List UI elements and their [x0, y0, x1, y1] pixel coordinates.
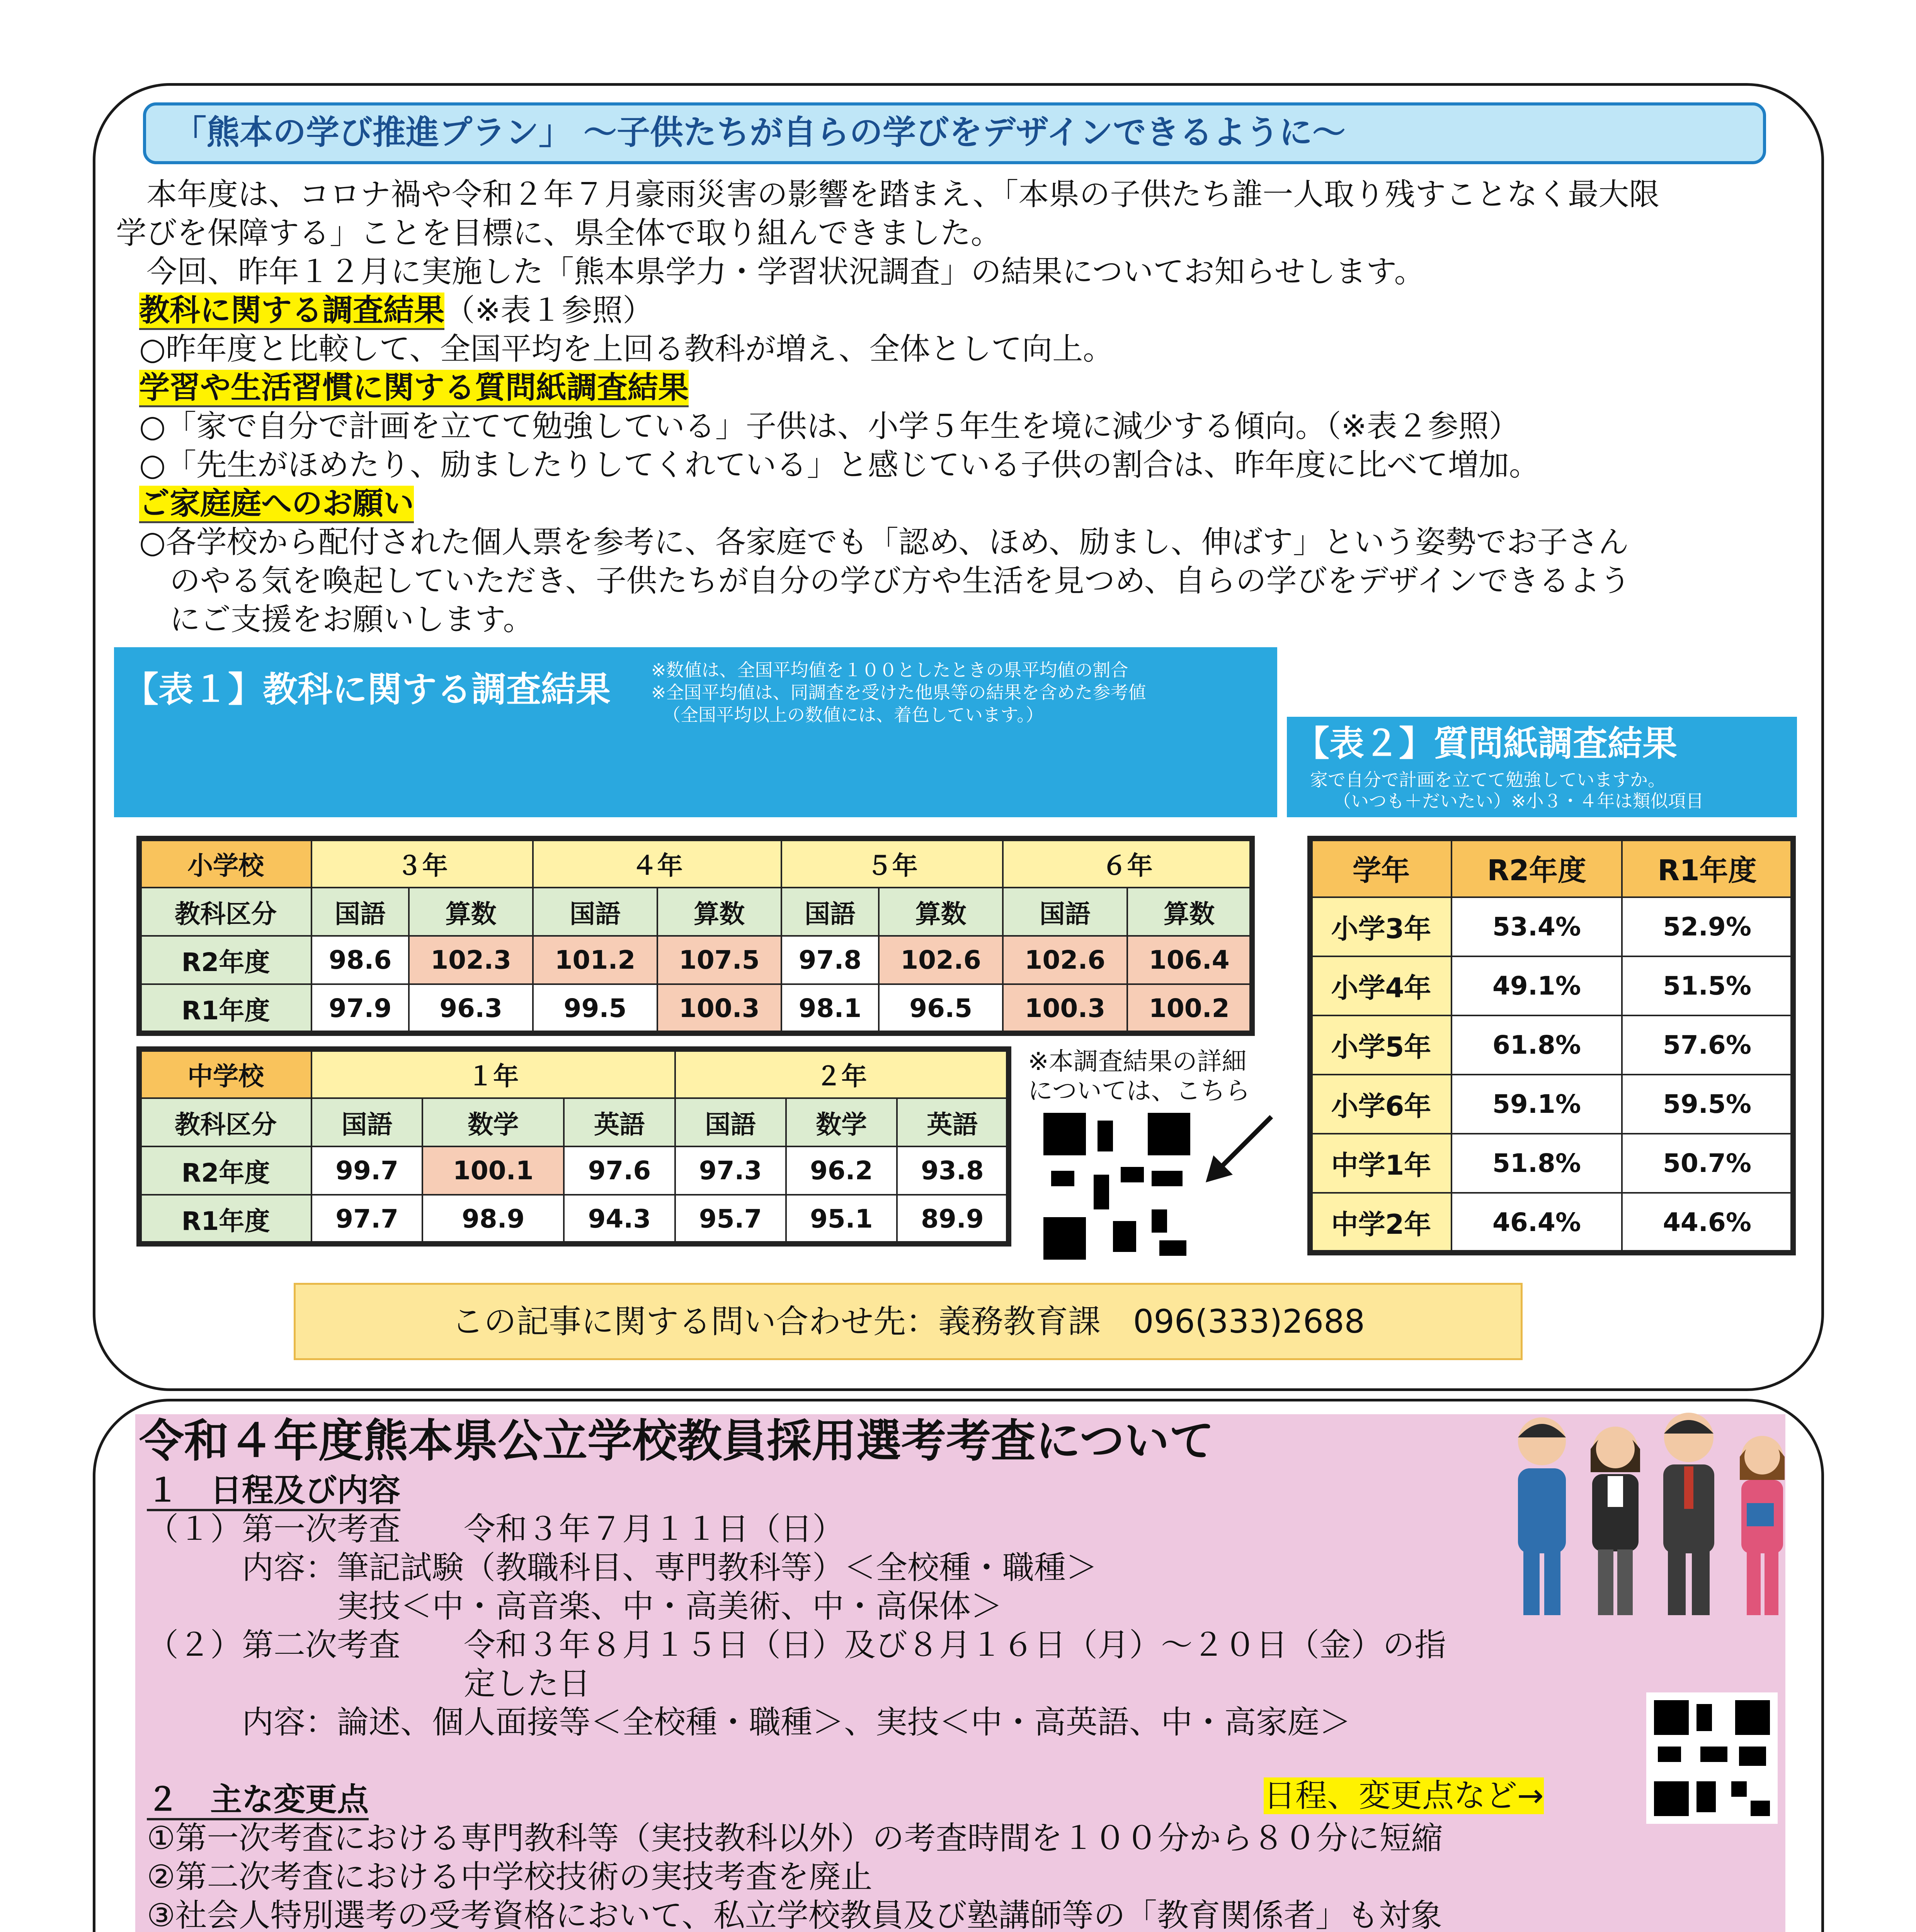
- subject: 国語: [675, 1098, 786, 1146]
- table2-title: 【表２】質問紙調査結果: [1295, 723, 1677, 764]
- score-cell: 93.8: [897, 1146, 1008, 1195]
- table1-note-2: ※全国平均値は、同調査を受けた他県等の結果を含めた参考値: [651, 682, 1146, 703]
- score-cell: 98.9: [422, 1195, 564, 1243]
- article2-title: 令和４年度熊本県公立学校教員採用選考考査について: [139, 1415, 1214, 1467]
- score-cell: 106.4: [1127, 936, 1251, 984]
- t2-value: 46.4%: [1451, 1193, 1622, 1252]
- t2-grade: 小学6年: [1311, 1075, 1451, 1134]
- subject: 国語: [311, 1098, 422, 1146]
- s1-qr-label: [1264, 1777, 1544, 1815]
- t2-value: 59.5%: [1622, 1075, 1792, 1134]
- sec2-line-2: ○「先生がほめたり、励ましたりしてくれている」と感じている子供の割合は、昨年度に比べて増加。: [139, 447, 1540, 483]
- score-cell: 96.2: [786, 1146, 897, 1195]
- row-label: R2年度: [140, 936, 311, 984]
- table2-note-1: 家で自分で計画を立てて勉強していますか。: [1310, 769, 1666, 790]
- qr1-caption-2: については、こちら: [1028, 1077, 1250, 1105]
- score-cell: 97.7: [311, 1195, 422, 1243]
- score-cell: 95.1: [786, 1195, 897, 1243]
- qr-code-2[interactable]: [1646, 1692, 1778, 1824]
- table1-note-3: （全国平均以上の数値には、着色しています。）: [663, 704, 1044, 725]
- elem-grade: ５年: [781, 839, 1003, 888]
- s1-title-text: １ 日程及び内容: [147, 1472, 400, 1511]
- score-cell: 94.3: [564, 1195, 675, 1243]
- subject: 算数: [879, 888, 1003, 936]
- s1-line-5: 定した日: [147, 1665, 591, 1702]
- elem-grade: ３年: [311, 839, 533, 888]
- article1-intro-1: 本年度は、コロナ禍や令和２年７月豪雨災害の影響を踏まえ、「本県の子供たち誰一人取り残すことなく最大限: [116, 177, 1660, 212]
- elem-label: 小学校: [140, 839, 311, 888]
- score-cell: 100.2: [1127, 984, 1251, 1032]
- table2-note-2: （いつも＋だいたい）※小３・４年は類似項目: [1333, 791, 1704, 811]
- t2-header: R2年度: [1451, 839, 1622, 897]
- s1-qr-label-text: 日程、変更点など→: [1264, 1777, 1544, 1814]
- subject: 英語: [897, 1098, 1008, 1146]
- score-cell: 102.6: [879, 936, 1003, 984]
- article1-contact: この記事に関する問い合わせ先：義務教育課 096(333)2688: [294, 1283, 1523, 1360]
- sec3-heading: [139, 485, 414, 522]
- t2-grade: 中学2年: [1311, 1193, 1451, 1252]
- jh-grade: ２年: [675, 1050, 1008, 1098]
- t2-value: 52.9%: [1622, 897, 1792, 956]
- s1-line-3: 実技＜中・高音楽、中・高美術、中・高保体＞: [147, 1588, 1003, 1625]
- table2-header: [1287, 717, 1797, 817]
- article1-intro-2: 学びを保障する」ことを目標に、県全体で取り組んできました。: [116, 215, 1001, 251]
- teachers-illustration: [1499, 1406, 1801, 1623]
- score-cell: 97.3: [675, 1146, 786, 1195]
- arrow-down-left-icon: [1202, 1113, 1279, 1186]
- sec1-note: （※表１参照）: [444, 293, 653, 328]
- qr-code-1[interactable]: [1043, 1113, 1190, 1260]
- row-label: R1年度: [140, 1195, 311, 1243]
- t2-grade: 小学5年: [1311, 1015, 1451, 1075]
- t2-header: R1年度: [1622, 839, 1792, 897]
- t2-header: 学年: [1311, 839, 1451, 897]
- elem-grade: ４年: [533, 839, 781, 888]
- subject: 国語: [533, 888, 657, 936]
- sec3-line-1: ○各学校から配付された個人票を参考に、各家庭でも「認め、ほめ、励まし、伸ばす」という姿勢でお子さん: [139, 524, 1629, 560]
- t2-value: 59.1%: [1451, 1075, 1622, 1134]
- subject: 算数: [657, 888, 781, 936]
- s2-line-3: ③社会人特別選考の受考資格において、私立学校教員及び塾講師等の「教育関係者」も対象: [147, 1897, 1442, 1932]
- score-cell: 89.9: [897, 1195, 1008, 1243]
- s2-line-2: ②第二次考査における中学校技術の実技考査を廃止: [147, 1859, 873, 1895]
- jh-grade: １年: [311, 1050, 675, 1098]
- subject: 数学: [786, 1098, 897, 1146]
- table2: [1310, 838, 1793, 1253]
- sec2-line-1: ○「家で自分で計画を立てて勉強している」子供は、小学５年生を境に減少する傾向。（※表２参照）: [139, 408, 1520, 444]
- qr1-caption-1: ※本調査結果の詳細: [1028, 1048, 1247, 1076]
- score-cell: 96.3: [409, 984, 533, 1032]
- table1-elementary: [139, 838, 1252, 1033]
- sec3-line-3: にご支援をお願いします。: [139, 602, 534, 637]
- t2-grade: 中学1年: [1311, 1134, 1451, 1193]
- row-label: R1年度: [140, 984, 311, 1032]
- subject: 国語: [781, 888, 879, 936]
- score-cell: 97.6: [564, 1146, 675, 1195]
- s2-title: [147, 1781, 369, 1818]
- s1-title: [147, 1472, 400, 1509]
- table1-header: [114, 647, 1277, 817]
- t2-grade: 小学4年: [1311, 956, 1451, 1015]
- sec1-heading: [139, 292, 653, 329]
- sec3-title: ご家庭庭へのお願い: [139, 486, 414, 523]
- table1-title: 【表１】教科に関する調査結果: [124, 669, 611, 710]
- t2-value: 51.8%: [1451, 1134, 1622, 1193]
- score-cell: 100.3: [657, 984, 781, 1032]
- score-cell: 107.5: [657, 936, 781, 984]
- t2-value: 44.6%: [1622, 1193, 1792, 1252]
- subject-label: 教科区分: [140, 888, 311, 936]
- t2-value: 53.4%: [1451, 897, 1622, 956]
- article1-banner: 「熊本の学び推進プラン」 〜子供たちが自らの学びをデザインできるように〜: [143, 102, 1766, 164]
- s1-line-4: （２）第二次考査 令和３年８月１５日（日）及び８月１６日（月）〜２０日（金）の指: [147, 1627, 1446, 1663]
- article1-intro-3: 今回、昨年１２月に実施した「熊本県学力・学習状況調査」の結果についてお知らせします。: [116, 254, 1425, 289]
- sec1-title: 教科に関する調査結果: [139, 293, 444, 330]
- score-cell: 98.1: [781, 984, 879, 1032]
- score-cell: 99.5: [533, 984, 657, 1032]
- subject: 英語: [564, 1098, 675, 1146]
- sec3-line-2: のやる気を喚起していただき、子供たちが自分の学び方や生活を見つめ、自らの学びをデザインできるよう: [139, 563, 1631, 599]
- subject: 国語: [1003, 888, 1127, 936]
- score-cell: 96.5: [879, 984, 1003, 1032]
- score-cell: 102.6: [1003, 936, 1127, 984]
- subject: 算数: [1127, 888, 1251, 936]
- s2-title-text: ２ 主な変更点: [147, 1781, 369, 1820]
- sec1-line: ○昨年度と比較して、全国平均を上回る教科が増え、全体として向上。: [139, 331, 1114, 367]
- row-label: R2年度: [140, 1146, 311, 1195]
- subject: 国語: [311, 888, 409, 936]
- t2-value: 61.8%: [1451, 1015, 1622, 1075]
- score-cell: 100.3: [1003, 984, 1127, 1032]
- t2-value: 50.7%: [1622, 1134, 1792, 1193]
- score-cell: 95.7: [675, 1195, 786, 1243]
- s1-line-2: 内容：筆記試験（教職科目、専門教科等）＜全校種・職種＞: [147, 1549, 1098, 1586]
- score-cell: 99.7: [311, 1146, 422, 1195]
- jh-label: 中学校: [140, 1050, 311, 1098]
- sec2-heading: [139, 369, 689, 406]
- table1-note-1: ※数値は、全国平均値を１００としたときの県平均値の割合: [651, 660, 1128, 680]
- t2-grade: 小学3年: [1311, 897, 1451, 956]
- subject: 数学: [422, 1098, 564, 1146]
- score-cell: 100.1: [422, 1146, 564, 1195]
- s2-line-1: ①第一次考査における専門教科等（実技教科以外）の考査時間を１００分から８０分に短縮: [147, 1820, 1443, 1857]
- score-cell: 102.3: [409, 936, 533, 984]
- t2-value: 49.1%: [1451, 956, 1622, 1015]
- score-cell: 98.6: [311, 936, 409, 984]
- elem-grade: ６年: [1003, 839, 1251, 888]
- score-cell: 101.2: [533, 936, 657, 984]
- subject-label: 教科区分: [140, 1098, 311, 1146]
- sec2-title: 学習や生活習慣に関する質問紙調査結果: [139, 370, 689, 407]
- s1-line-6: 内容：論述、個人面接等＜全校種・職種＞、実技＜中・高英語、中・高家庭＞: [147, 1704, 1351, 1741]
- score-cell: 97.9: [311, 984, 409, 1032]
- score-cell: 97.8: [781, 936, 879, 984]
- t2-value: 57.6%: [1622, 1015, 1792, 1075]
- table1-junior-high: [139, 1049, 1009, 1244]
- subject: 算数: [409, 888, 533, 936]
- s1-line-1: （１）第一次考査 令和３年７月１１日（日）: [147, 1511, 844, 1548]
- t2-value: 51.5%: [1622, 956, 1792, 1015]
